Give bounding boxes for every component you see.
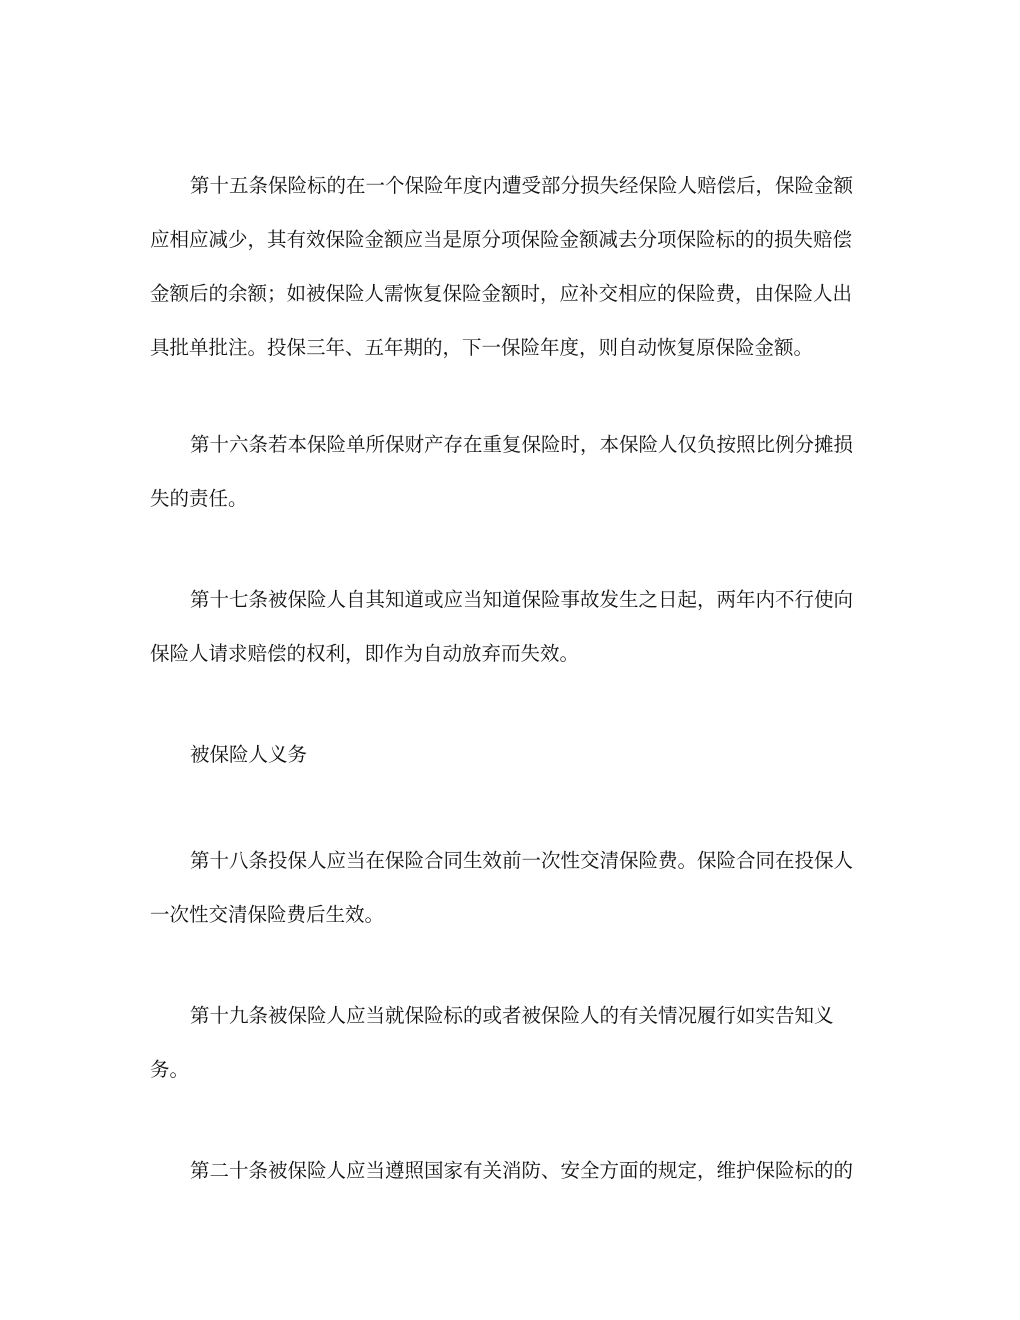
paragraph-15-line-2: 应相应减少，其有效保险金额应当是原分项保险金额减去分项保险标的的损失赔偿 xyxy=(150,228,853,251)
paragraph-19-line-2: 务。 xyxy=(150,1058,190,1081)
paragraph-18-line-2: 一次性交清保险费后生效。 xyxy=(150,903,385,926)
paragraph-16-line-2: 失的责任。 xyxy=(150,487,248,510)
paragraph-15-line-1: 第十五条保险标的在一个保险年度内遭受部分损失经保险人赔偿后，保险金额 xyxy=(190,174,854,197)
paragraph-19-line-1: 第十九条被保险人应当就保险标的或者被保险人的有关情况履行如实告知义 xyxy=(190,1004,834,1027)
paragraph-15-line-4: 具批单批注。投保三年、五年期的，下一保险年度，则自动恢复原保险金额。 xyxy=(150,336,814,359)
paragraph-17-line-1: 第十七条被保险人自其知道或应当知道保险事故发生之日起，两年内不行使向 xyxy=(190,588,854,611)
paragraph-17-line-2: 保险人请求赔偿的权利，即作为自动放弃而失效。 xyxy=(150,642,580,665)
paragraph-16-line-1: 第十六条若本保险单所保财产存在重复保险时，本保险人仅负按照比例分摊损 xyxy=(190,433,854,456)
section-heading-insured-obligations: 被保险人义务 xyxy=(190,743,308,766)
paragraph-18-line-1: 第十八条投保人应当在保险合同生效前一次性交清保险费。保险合同在投保人 xyxy=(190,849,854,872)
paragraph-15-line-3: 金额后的余额；如被保险人需恢复保险金额时，应补交相应的保险费，由保险人出 xyxy=(150,282,853,305)
paragraph-20-line-1: 第二十条被保险人应当遵照国家有关消防、安全方面的规定，维护保险标的的 xyxy=(190,1159,854,1182)
